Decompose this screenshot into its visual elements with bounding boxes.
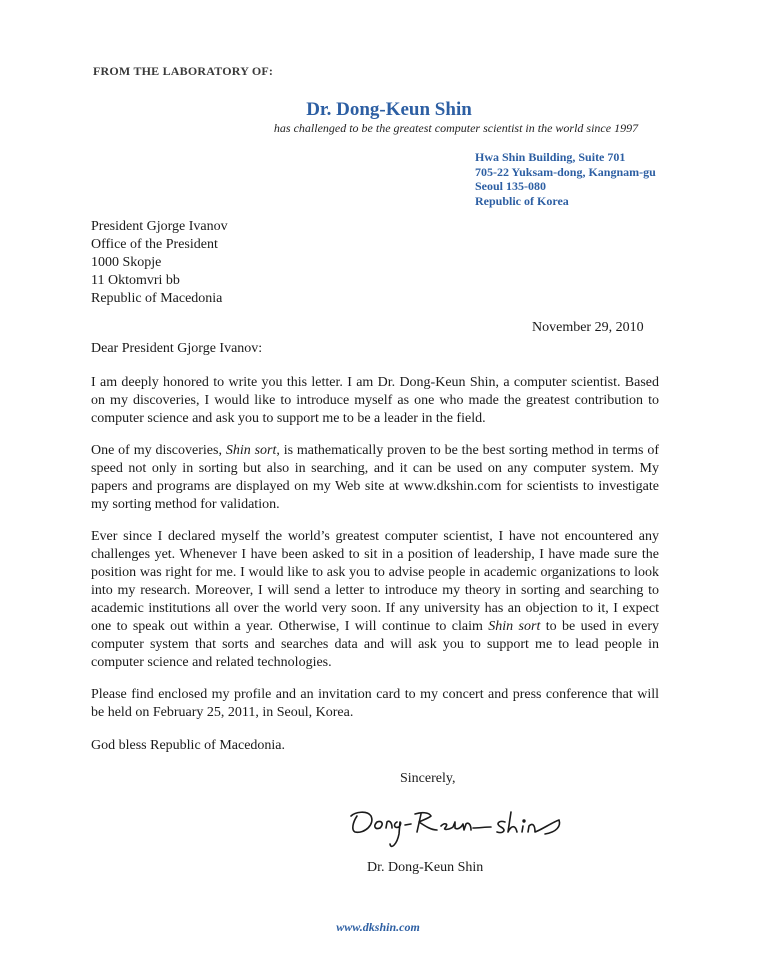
recipient-line: President Gjorge Ivanov xyxy=(91,219,228,234)
paragraph-text: Ever since I declared myself the world’s greatest computer scientist, I have not encountered any challenges yet. Whenever I have been asked to sit in a position of leadership, I have made sure the position was right for me. I would like to ask you to advise people in academic organizations to look into my research. Moreover, I will send a letter to introduce my theory in sorting and searching to academic institutions all over the world very soon. If any university has an objection to it, I expect one to speak out within a year. Otherwise, I will continue to claim xyxy=(91,529,659,634)
body-paragraph-1: I am deeply honored to write you this letter. I am Dr. Dong-Keun Shin, a computer scientist. Based on my discoveries, I would like to introduce myself as one who made the greatest contribution to computer science and ask you to support me to be a leader in the field. xyxy=(91,375,659,426)
body-paragraph-2 xyxy=(91,442,659,514)
salutation: Dear President Gjorge Ivanov: xyxy=(91,341,263,356)
letterhead-name-text: Dr. Dong-Keun Shin xyxy=(306,99,472,120)
paragraph-text: , is mathematically proven to be the best sorting method in terms of speed not only in sorting but also in searching, and it can be used on any computer system. My papers and programs are displayed on my Web site at www.dkshin.com for scientists to investigate my sorting method for validation. xyxy=(91,443,660,512)
letterhead-from-label: FROM THE LABORATORY OF: xyxy=(93,64,274,78)
sender-address-line: Seoul 135-080 xyxy=(475,179,547,193)
recipient-line: 1000 Skopje xyxy=(91,255,162,270)
closing: Sincerely, xyxy=(400,771,456,786)
sender-address-line: Hwa Shin Building, Suite 701 xyxy=(475,150,626,164)
sender-address-line: 705-22 Yuksam-dong, Kangnam-gu xyxy=(475,164,656,179)
sender-address-line: Republic of Korea xyxy=(475,193,569,208)
recipient-line: 11 Oktomvri bb xyxy=(91,273,180,288)
shin-sort-emphasis: Shin sort xyxy=(488,619,541,634)
letterhead-tagline-text: has challenged to be the greatest computer scientist in the world since 1997 xyxy=(273,121,639,135)
recipient-line: Republic of Macedonia xyxy=(91,291,223,306)
footer-website-link[interactable] xyxy=(0,920,760,935)
shin-sort-emphasis: Shin sort xyxy=(225,443,277,458)
body-paragraph-5: God bless Republic of Macedonia. xyxy=(91,738,286,753)
footer-url-text[interactable]: www.dkshin.com xyxy=(336,920,420,934)
handwritten-signature xyxy=(345,800,605,858)
body-paragraph-4: Please find enclosed my profile and an invitation card to my concert and press conference that will be held on February 25, 2011, in Seoul, Korea. xyxy=(91,687,659,720)
recipient-line: Office of the President xyxy=(91,237,218,252)
sender-address xyxy=(475,150,656,208)
letterhead-name xyxy=(0,99,760,121)
paragraph-text: One of my discoveries, xyxy=(91,443,226,458)
body-paragraph-3 xyxy=(91,528,659,672)
paragraph-text: to be used in every computer system that sorts and searches data and will ask you to support me to lead people in computer science and related technologies. xyxy=(91,619,659,670)
recipient-address xyxy=(91,218,228,308)
signer-name: Dr. Dong-Keun Shin xyxy=(367,860,484,875)
letterhead-tagline xyxy=(0,121,760,136)
letter-date: November 29, 2010 xyxy=(532,320,644,335)
